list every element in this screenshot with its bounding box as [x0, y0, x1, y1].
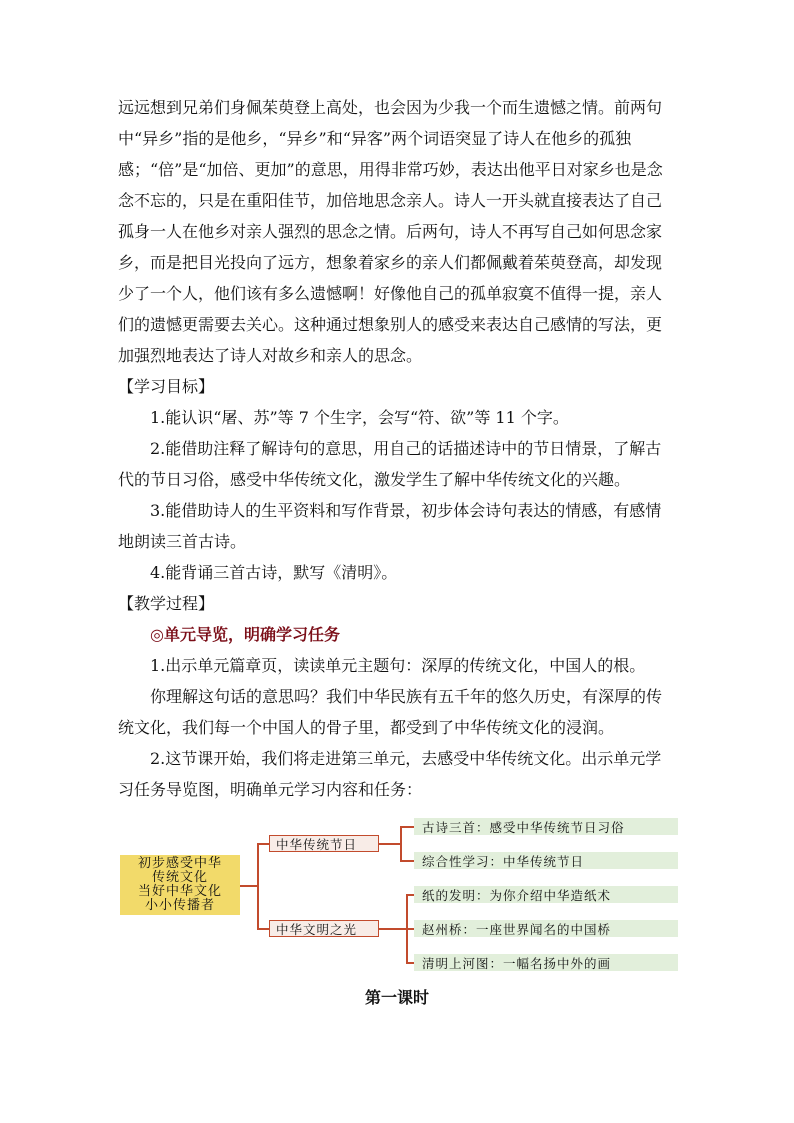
diagram-branch-traditional-festivals: 中华传统节日 [269, 835, 379, 852]
connector-line [406, 962, 414, 964]
diagram-leaf: 纸的发明：为你介绍中华造纸术 [414, 886, 678, 903]
connector-line [379, 843, 401, 845]
objective-item: 1.能认识“屠、苏”等 7 个生字，会写“符、欲”等 11 个字。 [150, 408, 569, 427]
diagram-branch-civilization: 中华文明之光 [269, 920, 379, 937]
lesson-title: 第一课时 [364, 988, 429, 1007]
connector-line [406, 928, 414, 930]
connector-line [400, 826, 402, 861]
root-line: 传统文化 [151, 870, 208, 885]
diagram-leaf: 赵州桥：一座世界闻名的中国桥 [414, 920, 678, 937]
process-heading: 【教学过程】 [118, 594, 215, 613]
root-line: 小小传播者 [144, 898, 215, 913]
section-title: ◎单元导览，明确学习任务 [150, 625, 340, 644]
page-content [118, 92, 676, 805]
objective-item: 3.能借助诗人的生平资料和写作背景，初步体会诗句表达的情感，有感情地朗读三首古诗。 [118, 501, 662, 551]
objective-item: 4.能背诵三首古诗，默写《清明》。 [150, 563, 398, 582]
connector-line [400, 860, 414, 862]
paragraph-poem-analysis: 远远想到兄弟们身佩茱萸登上高处，也会因为少我一个而生遗憾之情。前两句中“异乡”指的是他乡，“异乡”和“异客”两个词语突显了诗人在他乡的孤独感；“倍”是“加倍、更加”的意思，用得非常巧妙，表达出他平日对家乡也是念念不忘的，只是在重阳佳节，加倍地思念亲人。诗人一开头就直接表达了自己孤身一人在他乡对亲人强烈的思念之情。后两句，诗人不再写自己如何思念家乡，而是把目光投向了远方，想象着家乡的亲人们都佩戴着茱萸登高，却发现少了一个人，他们该有多么遗憾啊！好像他自己的孤单寂寞不值得一提，亲人们的遗憾更需要去关心。这种通过想象别人的感受来表达自己感情的写法，更加强烈地表达了诗人对故乡和亲人的思念。 [118, 98, 663, 365]
connector-line [257, 843, 269, 845]
connector-line [257, 843, 259, 929]
connector-line [406, 894, 408, 963]
connector-line [379, 928, 407, 930]
diagram-leaf: 综合性学习：中华传统节日 [414, 852, 678, 869]
root-line: 初步感受中华 [137, 856, 222, 871]
connector-line [240, 885, 258, 887]
diagram-root-node [120, 855, 240, 915]
connector-line [406, 894, 414, 896]
diagram-leaf: 古诗三首：感受中华传统节日习俗 [414, 818, 678, 835]
connector-line [257, 928, 269, 930]
root-line: 当好中华文化 [137, 884, 222, 899]
process-paragraph: 2.这节课开始，我们将走进第三单元，去感受中华传统文化。出示单元学习任务导览图，明确单元学习内容和任务： [118, 749, 662, 799]
objectives-heading: 【学习目标】 [118, 377, 215, 396]
process-paragraph: 你理解这句话的意思吗？我们中华民族有五千年的悠久历史，有深厚的传统文化，我们每一个中国人的骨子里，都受到了中华传统文化的浸润。 [118, 687, 663, 737]
objective-item: 2.能借助注释了解诗句的意思，用自己的话描述诗中的节日情景，了解古代的节日习俗，感受中华传统文化，激发学生了解中华传统文化的兴趣。 [118, 439, 662, 489]
diagram-leaf: 清明上河图：一幅名扬中外的画 [414, 954, 678, 971]
process-paragraph: 1.出示单元篇章页，读读单元主题句：深厚的传统文化，中国人的根。 [150, 656, 646, 675]
connector-line [400, 826, 414, 828]
